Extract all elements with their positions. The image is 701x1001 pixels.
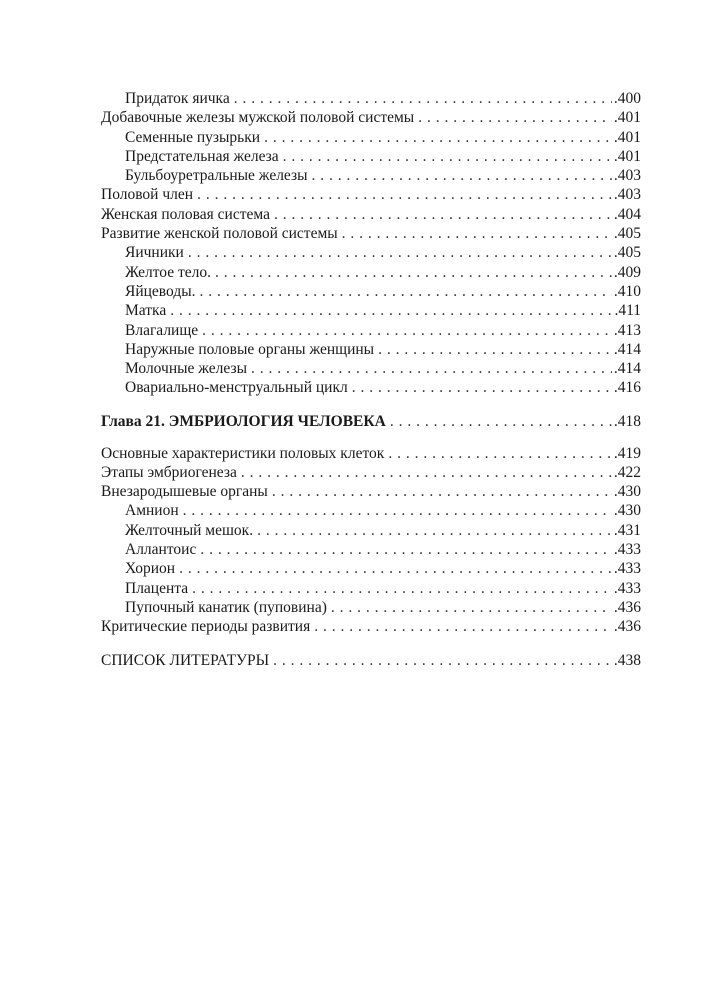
toc-entry[interactable] bbox=[101, 579, 641, 598]
dot-leader bbox=[388, 444, 612, 463]
toc-entry-page: .404 bbox=[613, 205, 641, 223]
toc-entry[interactable] bbox=[101, 540, 641, 559]
toc-entry[interactable] bbox=[101, 463, 641, 482]
toc-entry-title: Хорион bbox=[125, 560, 176, 578]
dot-leader bbox=[170, 301, 612, 320]
toc-entry-page: .401 bbox=[613, 109, 641, 127]
toc-entry-page: .413 bbox=[613, 321, 641, 339]
toc-entry-title: Матка bbox=[125, 302, 167, 320]
dot-leader bbox=[378, 340, 612, 359]
toc-entry-title: Развитие женской половой системы bbox=[101, 225, 338, 243]
toc-entry-title: Плацента bbox=[125, 579, 189, 597]
toc-entry-title: Бульбоуретральные железы bbox=[125, 167, 308, 185]
dot-leader bbox=[179, 559, 612, 578]
toc-entry-title: Яйцеводы. bbox=[125, 282, 196, 300]
toc-group-1 bbox=[101, 89, 641, 398]
toc-entry-page: .433 bbox=[613, 560, 641, 578]
toc-entry[interactable] bbox=[101, 263, 641, 282]
toc-entry-page: .405 bbox=[613, 244, 641, 262]
toc-entry-page: .414 bbox=[613, 360, 641, 378]
toc-entry[interactable] bbox=[101, 205, 641, 224]
dot-leader bbox=[418, 108, 612, 127]
toc-entry[interactable] bbox=[101, 89, 641, 108]
dot-leader bbox=[314, 617, 612, 636]
dot-leader bbox=[272, 482, 612, 501]
toc-entry-title: Яичники bbox=[125, 244, 184, 262]
toc-entry-title: Половой член bbox=[101, 186, 194, 204]
toc-entry[interactable] bbox=[101, 128, 641, 147]
dot-leader bbox=[257, 521, 612, 540]
toc-entry-title: Желтое тело. bbox=[125, 263, 211, 281]
table-of-contents bbox=[101, 89, 641, 670]
dot-leader bbox=[234, 89, 612, 108]
toc-entry-title: Придаток яичка bbox=[125, 90, 230, 107]
dot-leader bbox=[215, 263, 612, 282]
toc-entry-page: .419 bbox=[613, 444, 641, 462]
dot-leader bbox=[251, 359, 612, 378]
spacer bbox=[101, 398, 641, 413]
toc-entry-title: Глава 21. ЭМБРИОЛОГИЯ ЧЕЛОВЕКА bbox=[101, 413, 386, 431]
toc-entry[interactable] bbox=[101, 108, 641, 127]
dot-leader bbox=[202, 321, 612, 340]
toc-entry[interactable] bbox=[101, 521, 641, 540]
toc-entry[interactable] bbox=[101, 444, 641, 463]
toc-entry[interactable] bbox=[101, 482, 641, 501]
dot-leader bbox=[183, 501, 612, 520]
toc-entry[interactable] bbox=[101, 378, 641, 397]
toc-entry-page: .411 bbox=[614, 302, 641, 320]
toc-entry-page: .403 bbox=[613, 186, 641, 204]
dot-leader bbox=[197, 185, 612, 204]
toc-entry-title: Амнион bbox=[125, 502, 179, 520]
toc-entry-title: Добавочные железы мужской половой системы bbox=[101, 109, 415, 127]
toc-entry-title: Внезародышевые органы bbox=[101, 483, 268, 501]
toc-entry-title: Этапы эмбриогенеза bbox=[101, 463, 237, 481]
toc-entry-title: СПИСОК ЛИТЕРАТУРЫ bbox=[101, 652, 270, 670]
toc-entry-title: Критические периоды развития bbox=[101, 618, 311, 636]
dot-leader bbox=[390, 412, 612, 431]
toc-entry-page: .405 bbox=[613, 225, 641, 243]
toc-entry[interactable] bbox=[101, 224, 641, 243]
toc-entry[interactable] bbox=[101, 185, 641, 204]
toc-entry-title: Женская половая система bbox=[101, 205, 270, 223]
dot-leader bbox=[331, 598, 612, 617]
dot-leader bbox=[342, 224, 612, 243]
toc-entry-title: Аллантоис bbox=[125, 541, 197, 559]
toc-entry-title: Основные характеристики половых клеток bbox=[101, 444, 385, 462]
toc-entry-page: .409 bbox=[613, 263, 641, 281]
toc-entry-page: .401 bbox=[613, 128, 641, 146]
toc-entry[interactable] bbox=[101, 359, 641, 378]
toc-entry[interactable] bbox=[101, 166, 641, 185]
toc-entry-page: .436 bbox=[613, 618, 641, 636]
toc-entry-title: Влагалище bbox=[125, 321, 199, 339]
toc-entry-page: .430 bbox=[613, 502, 641, 520]
dot-leader bbox=[352, 378, 612, 397]
toc-entry[interactable] bbox=[101, 147, 641, 166]
toc-entry-page: .430 bbox=[613, 483, 641, 501]
toc-entry-title: Семенные пузырьки bbox=[125, 128, 261, 146]
toc-entry-page: .431 bbox=[613, 521, 641, 539]
toc-chapter-21[interactable] bbox=[101, 412, 641, 431]
dot-leader bbox=[264, 128, 612, 147]
spacer bbox=[101, 637, 641, 652]
toc-entry-page: .438 bbox=[613, 652, 641, 670]
toc-entry[interactable] bbox=[101, 243, 641, 262]
toc-entry-page: .410 bbox=[613, 282, 641, 300]
toc-entry[interactable] bbox=[101, 559, 641, 578]
toc-entry-page: .433 bbox=[613, 579, 641, 597]
toc-entry[interactable] bbox=[101, 321, 641, 340]
toc-entry[interactable] bbox=[101, 301, 641, 320]
dot-leader bbox=[241, 463, 612, 482]
dot-leader bbox=[188, 243, 612, 262]
toc-entry-title: Предстательная железа bbox=[125, 147, 279, 165]
toc-entry-page: .400 bbox=[613, 90, 641, 107]
toc-entry[interactable] bbox=[101, 501, 641, 520]
toc-entry-page: .422 bbox=[613, 463, 641, 481]
toc-entry-title: Пупочный канатик (пуповина) bbox=[125, 598, 327, 616]
dot-leader bbox=[273, 651, 612, 670]
toc-group-2 bbox=[101, 444, 641, 637]
toc-entry-title: Молочные железы bbox=[125, 360, 248, 378]
toc-entry-page: .436 bbox=[613, 598, 641, 616]
toc-entry-title: Наружные половые органы женщины bbox=[125, 340, 375, 358]
toc-entry-page: .433 bbox=[613, 541, 641, 559]
toc-entry-page: .414 bbox=[613, 340, 641, 358]
dot-leader bbox=[192, 579, 612, 598]
toc-entry-page: .403 bbox=[613, 167, 641, 185]
toc-entry[interactable] bbox=[101, 617, 641, 636]
dot-leader bbox=[274, 205, 612, 224]
dot-leader bbox=[312, 166, 612, 185]
toc-entry-page: .418 bbox=[613, 413, 641, 431]
toc-entry[interactable] bbox=[101, 598, 641, 617]
toc-entry[interactable] bbox=[101, 282, 641, 301]
toc-entry-title: Желточный мешок. bbox=[125, 521, 254, 539]
toc-entry-page: .401 bbox=[613, 147, 641, 165]
toc-entry-page: .416 bbox=[613, 379, 641, 397]
dot-leader bbox=[200, 282, 612, 301]
dot-leader bbox=[283, 147, 612, 166]
toc-entry[interactable] bbox=[101, 340, 641, 359]
dot-leader bbox=[200, 540, 612, 559]
toc-references[interactable] bbox=[101, 651, 641, 670]
spacer bbox=[101, 432, 641, 444]
toc-entry-title: Овариально-менструальный цикл bbox=[125, 379, 348, 397]
